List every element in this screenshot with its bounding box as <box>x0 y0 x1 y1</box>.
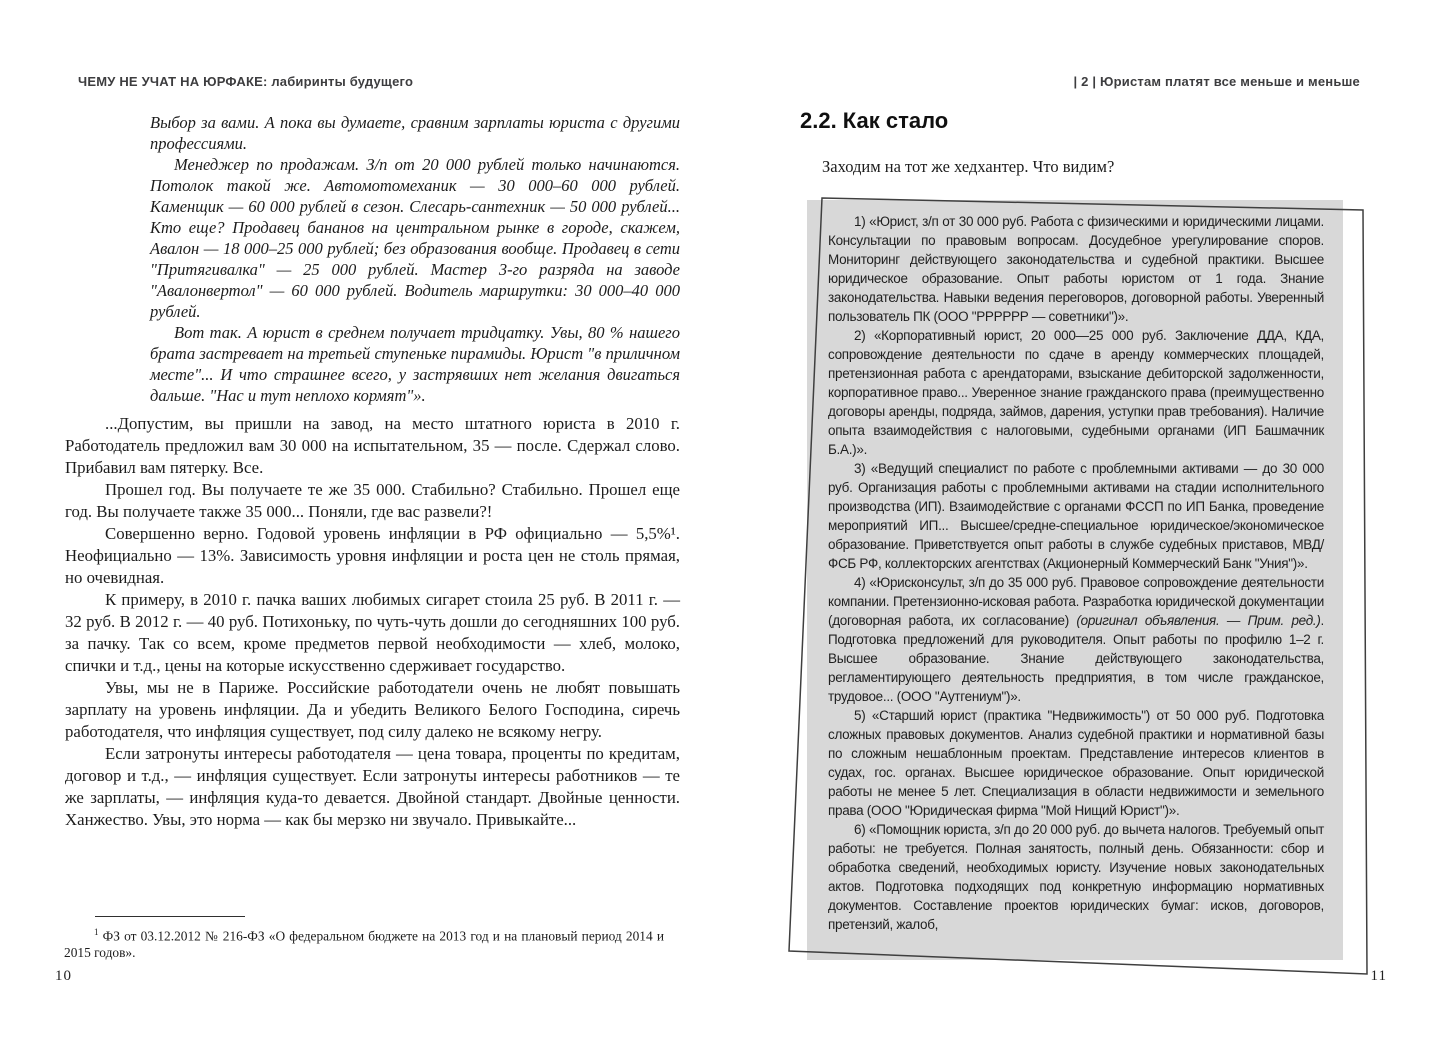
body-text <box>65 413 680 831</box>
vacancy-text: 1) «Юрист, з/п от 30 000 руб. Работа с физическими и юридическими лицами. Консультации по правовым вопросам. Досудебное урегулирование споров. Мониторинг действующего законодательства и судебной практики. Высшее юридическое образование. Опыт работы юристом от 1 года. Знание законодательства. Навыки ведения переговоров, договорной работы. Уверенный пользователь ПК (ООО "РРРРРР — советники")». <box>828 214 1324 324</box>
running-head-right: | 2 | Юристам платят все меньше и меньше <box>1073 74 1360 89</box>
footnote-divider <box>95 916 245 917</box>
vacancy-editor-note: (оригинал объявления. — Прим. ред.) <box>1076 613 1321 628</box>
body-paragraph: К примеру, в 2010 г. пачка ваших любимых сигарет стоила 25 руб. В 2011 г. — 32 руб. В 2012 г. — 40 руб. Потихоньку, по чуть-чуть дошли до сегодняшних 100 руб. за пачку. Так со всем, кроме предметов первой необходимости — хлеб, молоко, спички и т.д., цены на которые искусственно сдерживает государство. <box>65 590 680 675</box>
quote-paragraph: Менеджер по продажам. З/п от 20 000 рублей только начинаются. Потолок такой же. Автомотомеханик — 30 000–60 000 рублей. Каменщик — 60 000 рублей в сезон. Слесарь-сантехник — 50 000 рублей... Кто еще? Продавец бананов на центральном рынке в городе, скажем, Авалон — 18 000–25 000 рублей; без образования вообще. Продавец в сети "Притягивалка" — 25 000 рублей. Мастер 3-го разряда на заводе "Авалонвертол" — 60 000 рублей. Водитель маршрутки: 30 000–40 000 рублей. <box>150 155 680 321</box>
vacancy-text: . Подготовка предложений для руководителя. Опыт работы по профилю 1–2 г. Высшее образование. Знание действующего законодательства, регламентирующего деятельность предприятия, в том числе гражданское, трудовое... (ООО "Аутгениум")». <box>828 613 1324 704</box>
vacancy-item <box>828 706 1324 820</box>
body-paragraph: Увы, мы не в Париже. Российские работодатели очень не любят повышать зарплату на уровень инфляции. Да и убедить Великого Белого Господина, сиречь работодателя, что инфляция существует, под силу далеко не всякому негру. <box>65 678 680 741</box>
quote-paragraph: Выбор за вами. А пока вы думаете, сравним зарплаты юриста с другими профессиями. <box>150 113 680 153</box>
body-paragraph: ...Допустим, вы пришли на завод, на место штатного юриста в 2010 г. Работодатель предложил вам 30 000 на испытательном, 35 — после. Сдержал слово. Прибавил вам пятерку. Все. <box>65 414 680 477</box>
footnote-text: ФЗ от 03.12.2012 № 216-ФЗ «О федеральном бюджете на 2013 год и на плановый период 2014 и 2015 годов». <box>64 928 664 961</box>
running-head-left: ЧЕМУ НЕ УЧАТ НА ЮРФАКЕ: лабиринты будущего <box>78 74 414 89</box>
page-number-left: 10 <box>55 968 72 984</box>
left-page-column <box>65 112 680 831</box>
body-paragraph: Прошел год. Вы получаете те же 35 000. Стабильно? Стабильно. Прошел еще год. Вы получаете также 35 000... Поняли, где вас развели?! <box>65 480 680 521</box>
section-title: 2.2. Как стало <box>800 108 949 133</box>
vacancy-item <box>828 820 1324 934</box>
body-paragraph: Если затронуты интересы работодателя — цена товара, проценты по кредитам, договор и т.д., — инфляция существует. Если затронуты интересы работников — те же зарплаты, — инфляция куда-то девается. Двойной стандарт. Двойные ценности. Ханжество. Увы, это норма — как бы мерзко ни звучало. Привыкайте... <box>65 744 680 829</box>
vacancy-text: 4) «Юрисконсульт, з/п до 35 000 руб. Правовое сопровождение деятельности компании. Претензионно-исковая работа. Разработка юридической документации (договорная работа, их согласование) <box>828 575 1324 628</box>
vacancy-text: 3) «Ведущий специалист по работе с проблемными активами — до 30 000 руб. Организация работы с проблемными активами на стадии исполнительного производства (ИП). Взаимодействие с органами ФССП по ИП Банка, проведение мероприятий ИП... Высшее/средне-специальное юридическое/экономическое образование. Приветствуется опыт работы в службе судебных приставов, МВД/ФСБ РФ, коллекторских агентствах (Акционерный Коммерческий Банк "Уния")». <box>828 461 1324 571</box>
vacancy-panel <box>807 200 1343 960</box>
vacancy-text: 2) «Корпоративный юрист, 20 000—25 000 руб. Заключение ДДА, КДА, сопровождение деятельности по сдаче в аренду коммерческих площадей, претензионная работа с арендаторами, взыскание дебиторской задолженности, корпоративное право... Уверенное знание гражданского права (преимущественно договоры аренды, подряда, займов, дарения, уступки прав требования). Наличие опыта взаимодействия с налоговыми, судебными органами (ИП Башмачник Б.А.)». <box>828 328 1324 457</box>
intro-line: Заходим на тот же хедхантер. Что видим? <box>822 157 1115 176</box>
quote-paragraph: Вот так. А юрист в среднем получает тридцатку. Увы, 80 % нашего брата застревает на третьей ступеньке пирамиды. Юрист "в приличном месте"... И что страшнее всего, у застрявших нет желания двигаться дальше. "Нас и тут неплохо кормят"». <box>150 323 680 405</box>
footnote <box>64 924 664 961</box>
vacancy-text: 6) «Помощник юриста, з/п до 20 000 руб. до вычета налогов. Требуемый опыт работы: не требуется. Полная занятость, полный день. Обязанности: сбор и обработка сведений, необходимых юристу. Изучение новых законодательных актов. Подготовка подходящих под конкретную информацию нормативных документов. Составление проектов юридических бумаг: исков, договоров, претензий, жалоб, <box>828 822 1324 932</box>
footnote-marker: 1 <box>94 927 99 937</box>
quote-block <box>150 112 680 406</box>
vacancy-item <box>828 212 1324 326</box>
vacancy-item <box>828 573 1324 706</box>
vacancy-item <box>828 459 1324 573</box>
vacancy-item <box>828 326 1324 459</box>
page-number-right: 11 <box>1370 968 1387 984</box>
vacancy-text: 5) «Старший юрист (практика "Недвижимость") от 50 000 руб. Подготовка сложных правовых документов. Анализ судебной практики и нормативной базы по сложным нешаблонным проектам. Представление интересов клиентов в судах, гос. органах. Высшее юридическое образование. Опыт юридической работы не менее 5 лет. Специализация в области недвижимости и земельного права (ООО "Юридическая фирма "Мой Нищий Юрист")». <box>828 708 1324 818</box>
body-paragraph: Совершенно верно. Годовой уровень инфляции в РФ официально — 5,5%¹. Неофициально — 13%. Зависимость уровня инфляции и роста цен не столь прямая, но очевидная. <box>65 524 680 587</box>
